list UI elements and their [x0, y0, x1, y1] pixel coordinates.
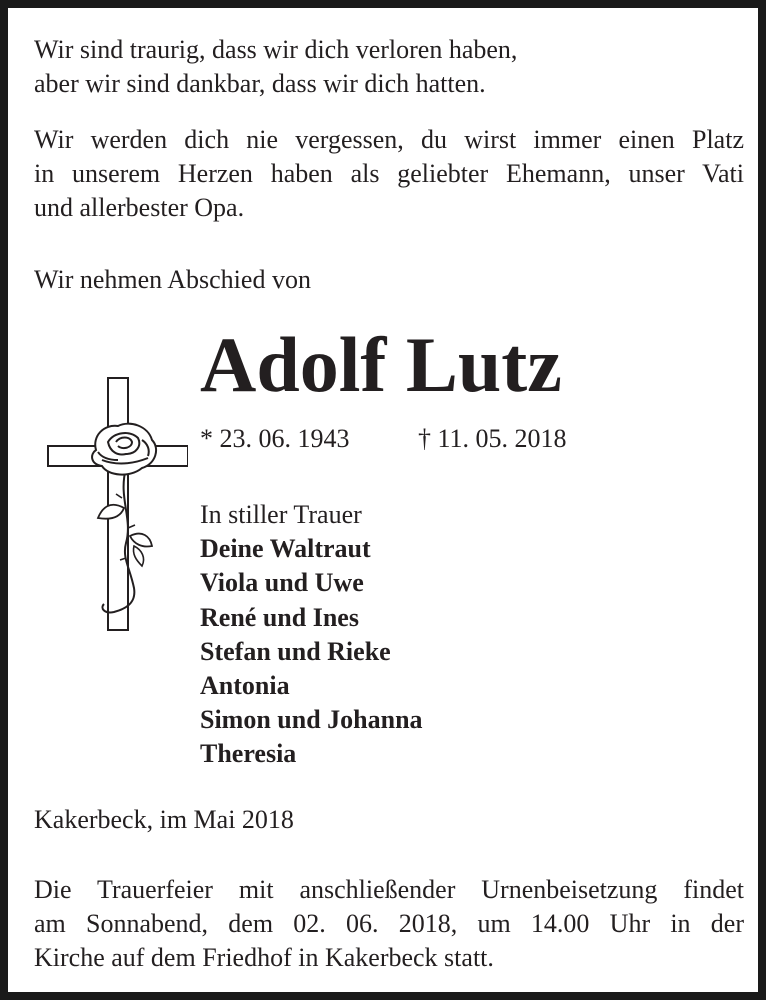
cross-with-rose-icon: [38, 368, 188, 638]
tribute-text: [34, 123, 744, 225]
place-and-date: Kakerbeck, im Mai 2018: [34, 805, 294, 834]
deceased-name: Adolf Lutz: [200, 321, 562, 408]
birth-date: * 23. 06. 1943: [200, 424, 350, 453]
mourner-name: René und Ines: [200, 602, 359, 632]
mourner-name: Antonia: [200, 671, 290, 701]
opening-verse: [34, 33, 744, 101]
ceremony-line: am Sonnabend, dem 02. 06. 2018, um 14.00 Uhr in der: [34, 909, 744, 938]
tribute-line: in unserem Herzen haben als geliebter Ehemann, unser Vati: [34, 159, 744, 188]
mourner-name: Theresia: [200, 739, 297, 769]
ceremony-notice: [34, 873, 744, 975]
opening-line: Wir sind traurig, dass wir dich verloren haben,: [34, 35, 518, 64]
mourner-name: Viola und Uwe: [200, 568, 364, 598]
mourners-list: [200, 498, 423, 772]
tribute-line: und allerbester Opa.: [34, 193, 245, 222]
death-date: † 11. 05. 2018: [418, 424, 567, 453]
mourner-name: Stefan und Rieke: [200, 636, 391, 666]
life-dates: [200, 422, 567, 456]
tribute-line: Wir werden dich nie vergessen, du wirst immer einen Platz: [34, 125, 744, 154]
farewell-intro: Wir nehmen Abschied von: [34, 265, 311, 294]
ceremony-line: Die Trauerfeier mit anschließender Urnenbeisetzung findet: [34, 875, 744, 904]
opening-line: aber wir sind dankbar, dass wir dich hatten.: [34, 69, 486, 98]
ceremony-line: Kirche auf dem Friedhof in Kakerbeck statt.: [34, 943, 494, 972]
mourner-name: Simon und Johanna: [200, 705, 423, 735]
mourners-intro: In stiller Trauer: [200, 500, 362, 529]
mourner-name: Deine Waltraut: [200, 534, 371, 564]
